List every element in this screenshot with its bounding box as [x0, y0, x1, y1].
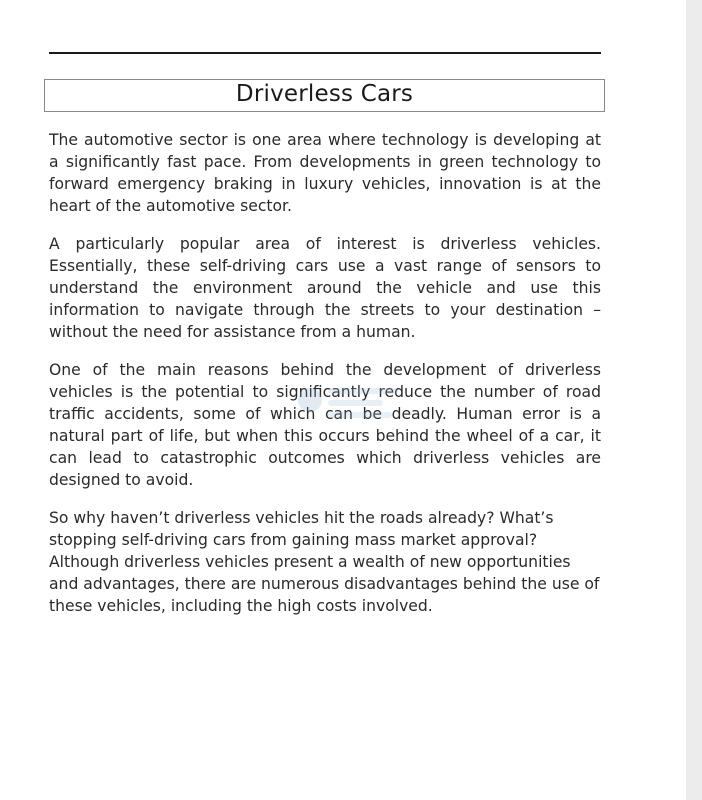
title-box	[44, 79, 605, 112]
paragraph-4: So why haven’t driverless vehicles hit the roads already? What’s stopping self-driving cars from gaining mass market approval? Although driverless vehicles present a wealth of new opportunities and advantages, there are numerous disadvantages behind the use of these vehicles, including the high costs involved.	[49, 509, 600, 615]
paragraph-3: One of the main reasons behind the development of driverless vehicles is the potential to significantly reduce the number of road traffic accidents, some of which can be deadly. Human error is a natural part of life, but when this occurs behind the wheel of a car, it can lead to catastrophic outcomes which driverless vehicles are designed to avoid.	[49, 361, 601, 489]
paragraph-2: A particularly popular area of interest is driverless vehicles. Essentially, these self-driving cars use a vast range of sensors to understand the environment around the vehicle and use this information to navigate through the streets to your destination – without the need for assistance from a human.	[49, 235, 601, 341]
scrollbar-track[interactable]	[686, 0, 702, 800]
paragraph-1: The automotive sector is one area where technology is developing at a significantly fast pace. From developments in green technology to forward emergency braking in luxury vehicles, innovation is at the heart of the automotive sector.	[49, 131, 601, 215]
article-body	[49, 129, 601, 617]
top-rule	[49, 52, 601, 54]
page-title: Driverless Cars	[235, 81, 414, 107]
